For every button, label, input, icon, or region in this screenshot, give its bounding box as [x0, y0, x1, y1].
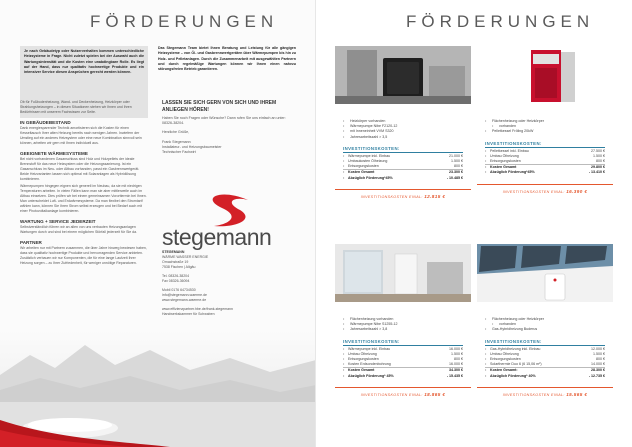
feature-item: • Flächenheizung oder Heizkörper	[485, 317, 613, 322]
section-heading: GEEIGNETE WÄRMESYSTEME	[20, 151, 88, 156]
contact-heading: LASSEN SIE SICH GERN VON SICH UND IHREM ANLIEGEN HÖREN!	[162, 100, 277, 113]
fax: Fax 08326-36094	[162, 279, 190, 283]
cost-row: • Umbau Ölheizung 1.500 €	[485, 154, 605, 159]
pellet-boiler-photo	[477, 46, 613, 104]
cost-table	[477, 339, 613, 379]
cost-row: • Entsorgungskosten 800 €	[343, 357, 463, 362]
offer-card	[477, 46, 613, 194]
feature-item: • Wärmepumpe Nibe F2120-12	[343, 124, 471, 129]
subsidy-row: • Abzüglich Förderung*45% - 13.410 €	[485, 170, 605, 175]
feature-list	[335, 317, 471, 333]
cost-heading: INVESTITIONSKOSTEN:	[343, 146, 463, 153]
offer-card	[477, 244, 613, 397]
signature-name: Frank Stegemann	[162, 139, 191, 144]
paragraph: Selbstverständlich führen wir an allen von uns verbauten Heizungsanlagen Wartungen durch und sind bei einem möglichen Störfall jederzeit für Sie da.	[20, 225, 137, 234]
cost-row: • Umbaukosten Ölheizung 1.500 €	[343, 159, 463, 164]
cost-table	[335, 339, 471, 379]
feature-list	[335, 119, 471, 140]
paragraph: Ob für Fußbodenheizung, Wand- und Deckenheizung, Heizkörper oder Strahlungsheizungen – in diesen Situationen stehen wir Ihnen und Ihren Bedürfnissen mit unserem Fachwissen zur Seite.	[20, 100, 132, 114]
paragraph: Wir arbeiten nur mit Partnern zusammen, die über Jahre hinweg bewiesen haben, dass sie qualitativ hochwertige Produkte und hervorragenden Service anbieten. Zusätzlich verbauen wir nur Komponenten, die für eine lange Laufzeit Ihrer Heizung sorgen – zu Ihrer Zufriedenheit, für weniger unnötige Reparaturen.	[20, 246, 147, 265]
cost-table	[335, 146, 471, 181]
website: www.stegemann-waerme.de	[162, 298, 207, 302]
cost-row: • Entsorgungskosten 800 €	[485, 159, 605, 164]
email: info@stegemann-waerme.de	[162, 293, 207, 297]
final-cost: INVESTITIONSKOSTEN EINAL: 15.565 €	[477, 387, 613, 397]
offer-card	[335, 46, 471, 199]
cost-total-row: • Kosten Gesamt 29.800 €	[485, 164, 605, 170]
feature-item: • vorhanden	[485, 322, 613, 327]
feature-list	[477, 119, 613, 135]
final-cost: INVESTITIONSKOSTEN EINAL: 18.865 €	[335, 387, 471, 397]
cost-row: • Gas-Hybridheizung inkl. Einbau 12.000 €	[485, 347, 605, 352]
info-column	[20, 100, 148, 268]
room-photo	[335, 244, 471, 302]
cost-row: • Umbau Ölheizung 1.500 €	[343, 352, 463, 357]
cost-table	[477, 141, 613, 176]
company-tagline: WÄRME WASSER ENERGIE	[162, 255, 209, 259]
subsidy-row: • Abzüglich Förderung* 40% - 12.735 €	[485, 374, 605, 379]
cost-heading: INVESTITIONSKOSTEN:	[485, 141, 605, 148]
feature-item: • Heizkörper vorhanden	[343, 119, 471, 124]
street: Ornachstraße 19	[162, 260, 189, 264]
feature-item: • Flächenheizung vorhanden	[343, 317, 471, 322]
paragraph: Dank energiesparender Technik amortisieren sich die Kosten für einen Kesseltausch Ihrer alten Heizung bereits nach wenigen Jahren. Inwiefern der Umstieg auf ein anderes Heizsystem oder eine neue Kombination sinnvoll sein können, arbeiten wir gern mit Ihnen individuell aus.	[20, 126, 142, 145]
feature-item: • Wärmepumpe Nibe S1255-12	[343, 322, 471, 327]
page-title-left: FÖRDERUNGEN	[90, 12, 279, 31]
cost-total-row: • Kosten Gesamt 23.300 €	[343, 169, 463, 175]
gas-hybrid-photo	[477, 244, 613, 302]
section-heading: IN GEBÄUDEBESTAND	[20, 120, 71, 125]
contact-intro-column	[162, 100, 292, 155]
page-title-right: FÖRDERUNGEN	[406, 12, 595, 31]
feature-list	[477, 317, 613, 333]
offer-card	[335, 244, 471, 397]
cost-heading: INVESTITIONSKOSTEN:	[485, 339, 605, 346]
phone: Tel. 08326-38204	[162, 274, 190, 278]
cost-row: • Solarthermie Duo 6 (6 15,06 m²) 14.000 €	[485, 362, 605, 367]
final-cost: INVESTITIONSKOSTEN EINAL: 16.390 €	[477, 184, 613, 194]
signature-role: Installateur- und Heizungsbaumeister	[162, 144, 222, 149]
cost-row: • Entsorgungskosten 800 €	[485, 357, 605, 362]
cost-row: • Kosten Erdsondenbohrung 16.000 €	[343, 362, 463, 367]
cost-total-row: • Kosten Gesamt 34.300 €	[343, 367, 463, 373]
feature-item: • Jahresarbeitszahl > 3,8	[343, 327, 471, 332]
cost-row: • Wärmepumpe inkl. Einbau 21.000 €	[343, 154, 463, 159]
chamber: Handwerkskammer für Schwaben	[162, 312, 215, 316]
subsidy-row: • Abzüglich Förderung*45% - 10.485 €	[343, 176, 463, 181]
paragraph: Bei nicht vorhandenen Gasanschluss sind Holz und Holzpellets der ideale Brennstoff für das neue Heizsystem oder die Heizungssanierung. Ist ein Gasanschluss im Neu- oder Altbau vorhanden, passt ein Gasbrennwertgerät. Beide Heizvarianten lassen sich optimal mit Solaranlagen als Hybridlösung kombinieren.	[20, 157, 140, 181]
intro-text: Das Stegemann Team bietet Ihnen Beratung und Leistung für alle gängigen Heizsysteme – von Öl- und Gasbrennwertgeräten über Wärmepumpen bis hin zu Holz- und Pelletanlagen. Durch die Zusammenarbeit mit ausgewählten Partnern und durch regelmäßige Wartungen können wir Ihnen einen nahezu störungsfreien Betrieb garantieren.	[158, 46, 296, 72]
greeting: Herzliche Grüße,	[162, 130, 190, 135]
landscape-image	[0, 330, 316, 447]
feature-item: • mit Inneneinheit VVM S320	[343, 129, 471, 134]
right-page	[316, 0, 632, 447]
signature-role: Technischer Fachwirt	[162, 150, 196, 155]
final-cost: INVESTITIONSKOSTEN EINAL: 12.815 €	[335, 189, 471, 199]
cost-row: • Umbau Ölheizung 1.500 €	[485, 352, 605, 357]
paragraph: Wärmepumpen hingegen eignen sich generell im Neubau, da sie mit niedrigen Temperaturen arbeiten. In vielen Fällen kann man sie aber mittlerweile auch im Altbau einsetzen. Dies prüfen wir bei einem gemeinsamen Vororttermin bei Ihnen. Man unterscheidet Luft- und Erdwärmesysteme. Da man flexibel den Stromtarif wählen kann, können Sie Ihren Strom selbst erzeugen und bei Bedarf auch mit einer Photovoltaikanlage kombinieren.	[20, 184, 147, 213]
heat-pump-photo	[335, 46, 471, 104]
feature-item: • Pelletkessel Fröling 20kW	[485, 129, 613, 134]
mobile: Mobil 0176 64734530	[162, 288, 196, 292]
cost-row: • Wärmepumpe inkl. Einbau 16.000 €	[343, 347, 463, 352]
intro-box: Je nach Gebäudetyp oder Nutzerverhalten kommen unterschiedliche Heizsysteme in Frage. Nicht zuletzt spielen bei der Auswahl auch die Wartungsintensität und die Kosten eine unabdingbare Rolle. Es liegt auf der Hand, dass nur qualitativ hochwertige Produkte und ein intensiver Service diesen Ansprüchen gerecht werden können.	[20, 46, 148, 118]
feature-item: • Jahresarbeitszahl > 3,5	[343, 135, 471, 140]
subsidy-row: • Abzüglich Förderung* 45% - 15.435 €	[343, 374, 463, 379]
cost-row: • Pelletkessel inkl. Einbau 27.500 €	[485, 149, 605, 154]
feature-item: • Gas-Hybridheizung Buderus	[485, 327, 613, 332]
section-heading: PARTNER	[20, 240, 42, 245]
city: 7538 Fischen | Allgäu	[162, 265, 196, 269]
cost-total-row: • Kosten Gesamt: 28.300 €	[485, 367, 605, 373]
cost-heading: INVESTITIONSKOSTEN:	[343, 339, 463, 346]
logo-wordmark: stegemann	[162, 224, 272, 250]
section-heading: WARTUNG + SERVICE JEDERZEIT	[20, 219, 96, 224]
contact-block	[162, 250, 292, 317]
company-name: STEGEMANN	[162, 250, 185, 254]
feature-item: • Flächenheizung oder Heizkörper	[485, 119, 613, 124]
feature-item: • vorhanden	[485, 124, 613, 129]
paragraph: Haben Sie noch Fragen oder Wünsche? Dann rufen Sie uns einfach an unter: 08326-38204.	[162, 116, 286, 126]
cost-row: • Entsorgungskosten 800 €	[343, 164, 463, 169]
partner-link: www.effizienzpartner.hbe.de/frank-stegemann	[162, 307, 233, 311]
